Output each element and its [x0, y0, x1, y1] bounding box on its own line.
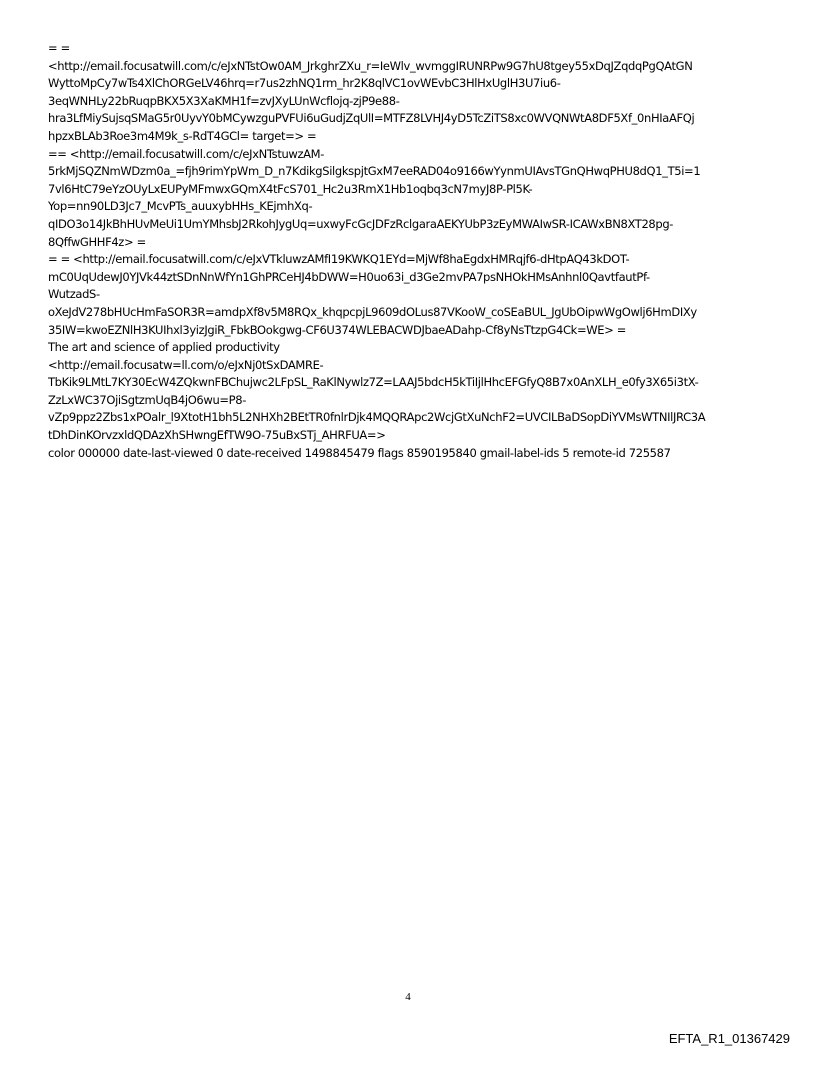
text-line: qIDO3o14JkBhHUvMeUi1UmYMhsbJ2RkohJygUq=uxwyFcGcJDFzRclgaraAEKYUbP3zEyMWAIwSR-ICAWxBN8XT28pg- — [48, 216, 674, 231]
text-line: tDhDinKOrvzxldQDAzXhSHwngEfTW9O-75uBxSTj_AHRFUA=> — [48, 428, 386, 443]
text-line: TbKik9LMtL7KY30EcW4ZQkwnFBChujwc2LFpSL_RaKlNywlz7Z=LAAJ5bdcH5kTiIjlHhcEFGfyQ8B7x0AnXLH_e0fy3X65i3tX- — [48, 375, 699, 390]
text-line: 35IW=kwoEZNlH3KUIhxl3yizJgiR_FbkBOokgwg-CF6U374WLEBACWDJbaeADahp-Cf8yNsTtzpG4Ck=WE> = — [48, 322, 627, 337]
text-line: == <http://email.focusatwill.com/c/eJxNTstuwzAM- — [48, 146, 325, 161]
text-line: 7vl6HtC79eYzOUyLxEUPyMFmwxGQmX4tFcS701_Hc2u3RmX1Hb1oqbq3cN7myJ8P-Pl5K- — [48, 181, 533, 196]
text-line: hpzxBLAb3Roe3m4M9k_s-RdT4GCl= target=> = — [48, 128, 317, 143]
text-line: oXeJdV278bHUcHmFaSOR3R=amdpXf8v5M8RQx_khqpcpjL9609dOLus87VKooW_coSEaBUL_JgUbOipwWgOwlj6HmDIXy — [48, 304, 697, 319]
text-line: 8QffwGHHF4z> = — [48, 234, 146, 249]
text-line: Yop=nn90LD3Jc7_McvPTs_auuxybHHs_KEjmhXq- — [48, 199, 313, 214]
metadata-line: color 000000 date-last-viewed 0 date-received 1498845479 flags 8590195840 gmail-label-ids 5 remote-id 725587 — [48, 445, 671, 460]
text-line: <http://email.focusatwill.com/c/eJxNTstOw0AM_JrkghrZXu_r=IeWlv_wvmggIRUNRPw9G7hU8tgey55xDqJZqdqPgQAtGN — [48, 58, 693, 73]
text-line: vZp9ppz2Zbs1xPOalr_l9XtotH1bh5L2NHXh2BEtTR0fnlrDjk4MQQRApc2WcjGtXuNchF2=UVCILBaDSopDiYVMsWTNIlJRC3A — [48, 410, 706, 425]
tagline-text: The art and science of applied productivity — [48, 340, 280, 355]
text-line: WyttoMpCy7wTs4XlChORGeLV46hrq=r7us2zhNQ1rm_hr2K8qlVC1ovWEvbC3HlHxUglH3U7iu6- — [48, 76, 561, 91]
text-line: WutzadS- — [48, 287, 100, 302]
document-id: EFTA_R1_01367429 — [668, 1031, 790, 1046]
text-line: ZzLxWC37OjiSgtzmUqB4jO6wu=P8- — [48, 392, 247, 407]
page-number: 4 — [405, 991, 411, 1003]
text-line: 3eqWNHLy22bRuqpBKX5X3XaKMH1f=zvJXyLUnWcflojq-zjP9e88- — [48, 93, 400, 108]
text-line: mC0UqUdewJ0YJVk44ztSDnNnWfYn1GhPRCeHJ4bDWW=H0uo63i_d3Ge2mvPA7psNHOkHMsAnhnl0QavtfautPf- — [48, 269, 650, 284]
text-line: <http://email.focusatw=ll.com/o/eJxNj0tSxDAMRE- — [48, 357, 324, 372]
text-line: = = <http://email.focusatwill.com/c/eJxVTkluwzAMfI19KWKQ1EYd=MjWf8haEgdxHMRqjf6-dHtpAQ43kDOT- — [48, 252, 630, 267]
text-line: = = — [48, 41, 70, 55]
text-line: 5rkMjSQZNmWDzm0a_=fjh9rimYpWm_D_n7KdikgSilgkspjtGxM7eeRAD04o9166wYynmUIAvsTGnQHwqPHU8dQ1_T5i=1 — [48, 164, 701, 179]
email-source-text — [48, 40, 776, 462]
text-line: hra3LfMiySujsqSMaG5r0UyvY0bMCywzguPVFUi6uGudjZqUlI=MTFZ8LVHJ4yD5TcZiTS8xc0WVQNWtA8DF5Xf_0nHIaAFQj — [48, 111, 695, 126]
